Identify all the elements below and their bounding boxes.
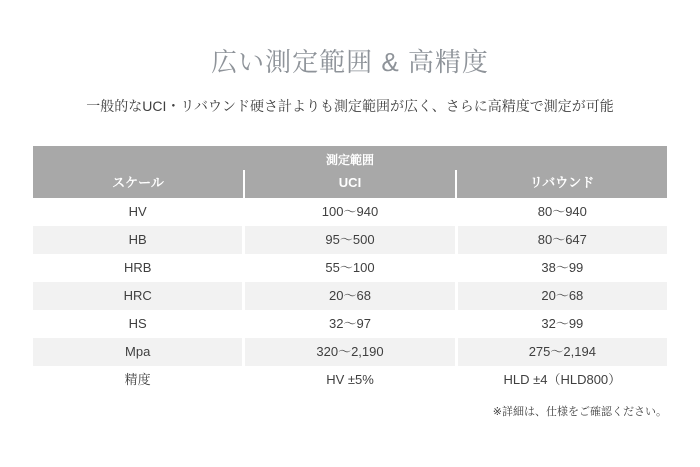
rebound-cell: 80～940 bbox=[455, 198, 667, 226]
uci-cell: 320～2,190 bbox=[242, 338, 454, 366]
page-subtitle: 一般的なUCI・リバウンド硬さ計よりも測定範囲が広く、さらに高精度で測定が可能 bbox=[86, 98, 614, 114]
column-header-uci: UCI bbox=[243, 170, 455, 198]
uci-cell: 100～940 bbox=[242, 198, 454, 226]
table-row bbox=[33, 310, 667, 338]
scale-cell: 精度 bbox=[124, 372, 151, 387]
column-header-scale: スケール bbox=[112, 175, 164, 190]
uci-cell: 95～500 bbox=[242, 226, 454, 254]
table-row bbox=[33, 198, 667, 226]
table-row bbox=[33, 254, 667, 282]
table-row bbox=[33, 338, 667, 366]
scale-cell: HRB bbox=[123, 260, 152, 275]
rebound-cell: 80～647 bbox=[455, 226, 667, 254]
rebound-cell: 20～68 bbox=[455, 282, 667, 310]
rebound-cell: 38～99 bbox=[455, 254, 667, 282]
uci-cell: 55～100 bbox=[242, 254, 454, 282]
uci-cell: 20～68 bbox=[242, 282, 454, 310]
scale-cell: HS bbox=[128, 316, 147, 331]
uci-cell: HV ±5% bbox=[242, 366, 454, 394]
scale-cell: Mpa bbox=[33, 338, 242, 366]
column-header-rebound: リバウンド bbox=[455, 170, 667, 198]
scale-cell: HRC bbox=[33, 282, 242, 310]
rebound-cell: 275～2,194 bbox=[455, 338, 667, 366]
table-row bbox=[33, 366, 667, 394]
footnote: ※詳細は、仕様をご確認ください。 bbox=[492, 406, 667, 418]
page-title: 広い測定範囲 & 高精度 bbox=[211, 47, 489, 77]
table-row bbox=[33, 226, 667, 254]
uci-cell: 32～97 bbox=[242, 310, 454, 338]
table-row bbox=[33, 282, 667, 310]
table-column-header-row bbox=[33, 170, 667, 198]
measurement-range-table bbox=[33, 146, 667, 394]
table-group-header: 測定範囲 bbox=[33, 146, 667, 170]
rebound-cell: 32～99 bbox=[455, 310, 667, 338]
rebound-cell: HLD ±4（HLD800） bbox=[455, 366, 667, 394]
scale-cell: HB bbox=[33, 226, 242, 254]
scale-cell: HV bbox=[128, 204, 147, 219]
